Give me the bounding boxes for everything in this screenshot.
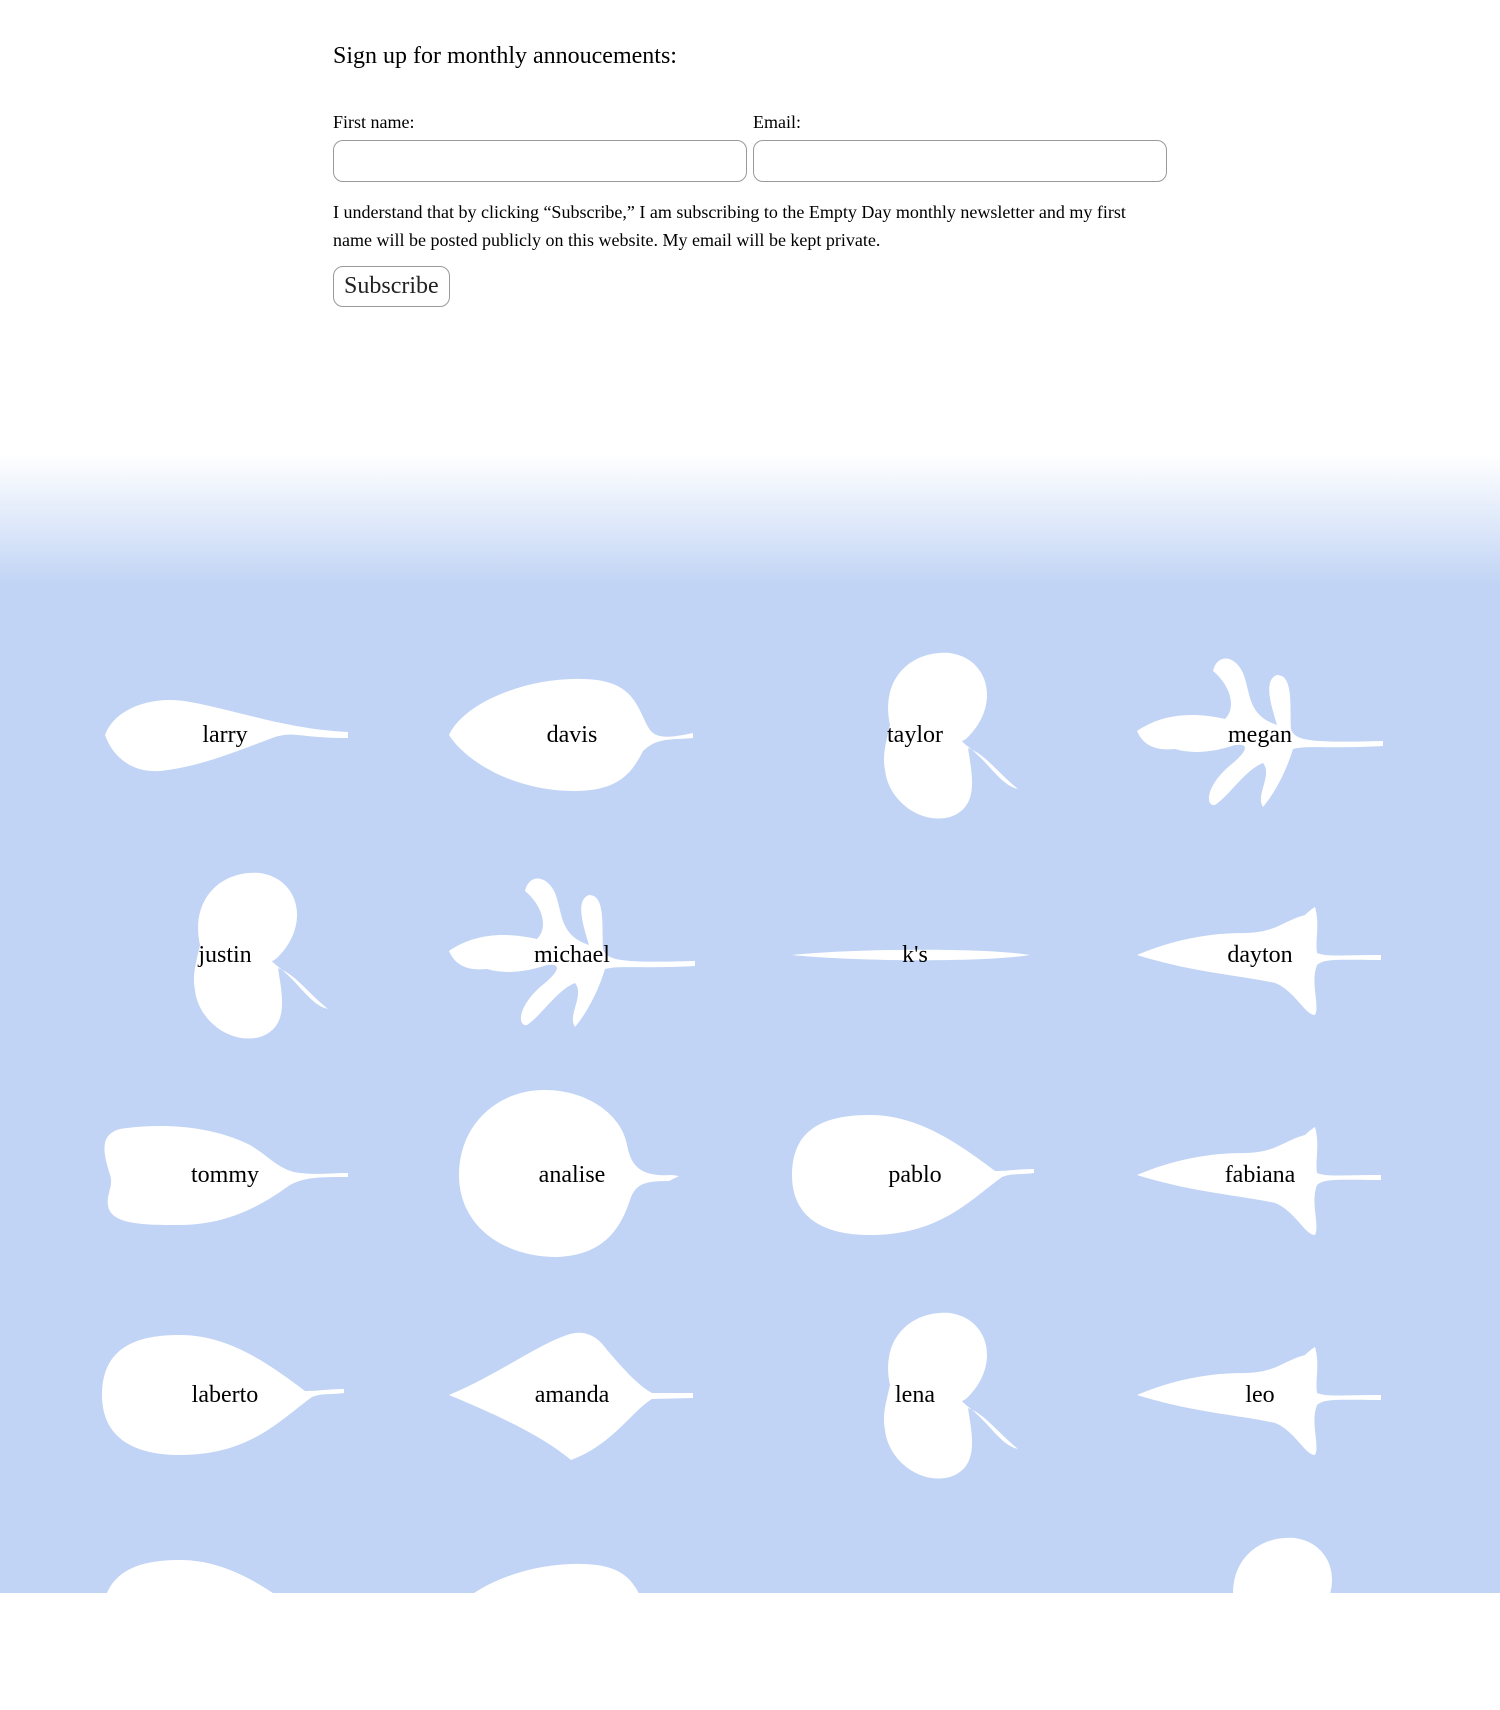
leaf-garden [0, 585, 1500, 1593]
leaf-davis[interactable] [447, 645, 697, 825]
leaf-name: megan [1228, 721, 1292, 748]
oval-leaf-icon [447, 1530, 697, 1710]
compound-leaf-icon [1135, 645, 1385, 825]
leaf-name: leo [1245, 1381, 1275, 1408]
email-label: Email: [753, 112, 801, 132]
lobed-leaf-icon [1135, 1305, 1385, 1485]
kidney-leaf-icon [100, 865, 350, 1045]
leaf-leo[interactable] [1135, 1305, 1385, 1485]
leaf-name: michael [534, 941, 610, 968]
first-name-input[interactable] [333, 140, 747, 182]
leaf-name: tommy [190, 1161, 259, 1188]
email-input[interactable] [753, 140, 1167, 182]
kidney-leaf-icon [790, 1305, 1040, 1485]
leaf-amanda[interactable] [447, 1305, 697, 1485]
leaf-name: pablo [888, 1161, 942, 1188]
leaf-name: justin [198, 941, 252, 968]
garden-fade [0, 455, 1500, 585]
leaf-name: larry [202, 721, 248, 748]
leaf-partial [1135, 1530, 1385, 1710]
needle-leaf-icon [790, 865, 1040, 1045]
leaf-name: amanda [534, 1381, 610, 1408]
subscribe-button[interactable]: Subscribe [333, 266, 450, 307]
leaf-lena[interactable] [790, 1305, 1040, 1485]
leaf-pablo[interactable] [790, 1085, 1040, 1265]
leaf-name: davis [546, 721, 598, 748]
leaf-taylor[interactable] [790, 645, 1040, 825]
compound-leaf-icon [447, 865, 697, 1045]
signup-form [333, 38, 1169, 307]
notched-leaf-icon [100, 1085, 350, 1265]
leaf-tommy[interactable] [100, 1085, 350, 1265]
lance-leaf-icon [100, 645, 350, 825]
leaf-partial [100, 1530, 350, 1710]
leaf-dayton[interactable] [1135, 865, 1385, 1045]
leaf-name: dayton [1227, 941, 1293, 968]
leaf-fabiana[interactable] [1135, 1085, 1385, 1265]
kidney-leaf-icon [1135, 1530, 1385, 1710]
leaf-grid [0, 585, 1500, 1593]
oval-leaf-icon [447, 645, 697, 825]
egg-leaf-icon [100, 1530, 350, 1710]
leaf-name: lena [895, 1381, 935, 1408]
leaf-k-s[interactable] [790, 865, 1040, 1045]
leaf-laberto[interactable] [100, 1305, 350, 1485]
email-group [753, 110, 1167, 182]
diamond-leaf-icon [447, 1305, 697, 1485]
leaf-larry[interactable] [100, 645, 350, 825]
consent-text: I understand that by clicking “Subscribe,” I am subscribing to the Empty Day monthly newsletter and my first name will be posted publicly on this website. My email will be kept private. [333, 202, 1126, 250]
leaf-name: taylor [887, 721, 943, 748]
first-name-group [333, 110, 747, 182]
leaf-megan[interactable] [1135, 645, 1385, 825]
signup-fields [333, 110, 1169, 182]
egg-leaf-icon [100, 1305, 350, 1485]
leaf-name: laberto [191, 1381, 259, 1408]
egg-leaf-icon [790, 1085, 1040, 1265]
signup-heading: Sign up for monthly annoucements: [333, 43, 677, 69]
leaf-name: analise [538, 1161, 606, 1188]
leaf-michael[interactable] [447, 865, 697, 1045]
lobed-leaf-icon [1135, 865, 1385, 1045]
lobed-leaf-icon [1135, 1085, 1385, 1265]
leaf-analise[interactable] [447, 1085, 697, 1265]
first-name-label: First name: [333, 112, 415, 132]
kidney-leaf-icon [790, 645, 1040, 825]
leaf-name: fabiana [1224, 1161, 1296, 1188]
leaf-justin[interactable] [100, 865, 350, 1045]
leaf-name: k's [902, 941, 928, 968]
leaf-partial [447, 1530, 697, 1710]
round-leaf-icon [447, 1085, 697, 1265]
